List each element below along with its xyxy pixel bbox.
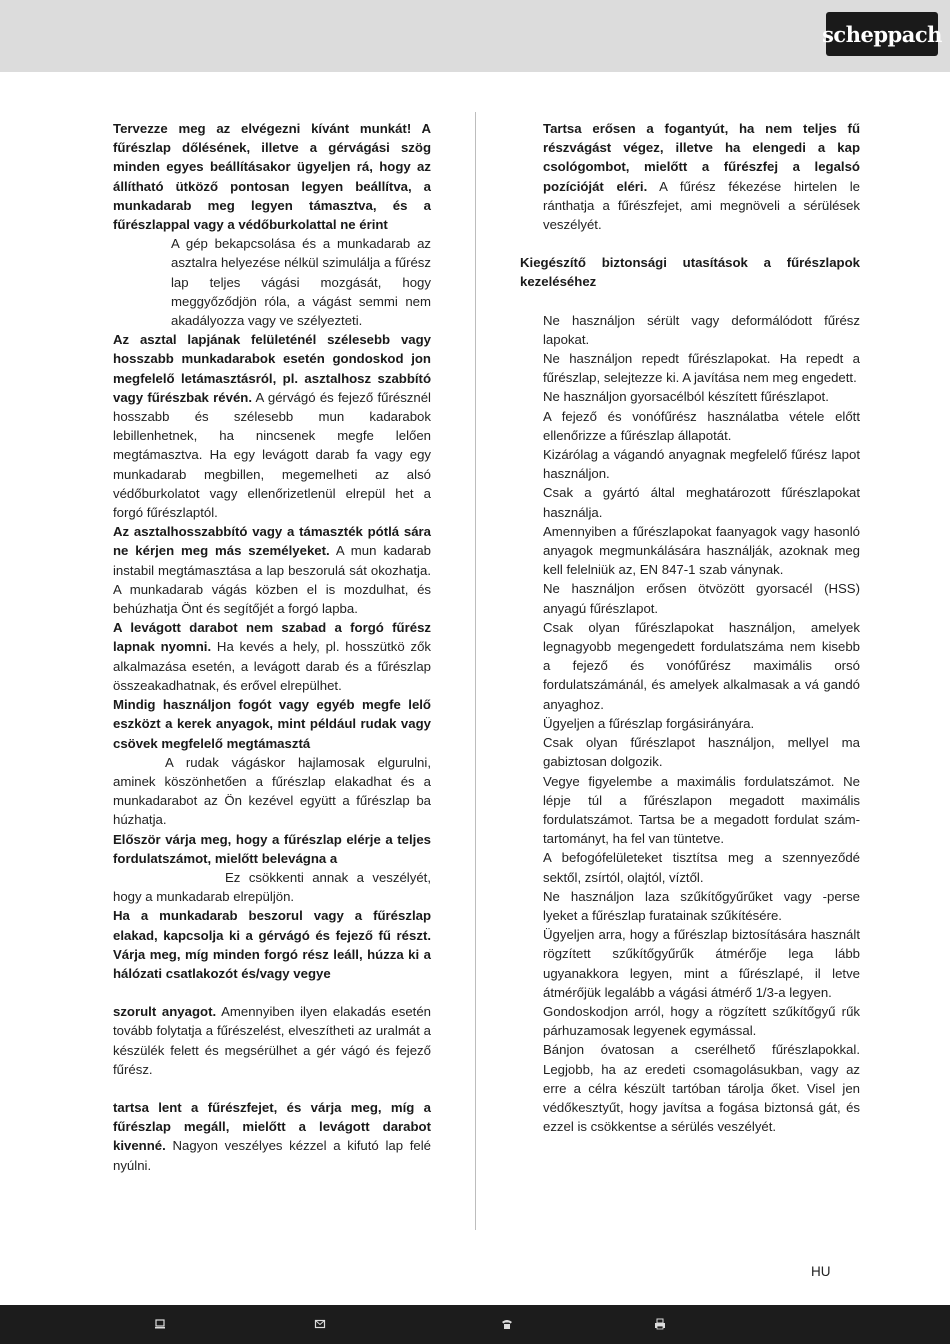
paragraph: A gép bekapcsolása és a munkadarab az asztalra helyezése nélkül szimulálja a fűrész lap teljes vágási mozgását, hogy meggyőződjön róla, a vágást semmi nem akadályozza vagy ve szélyezteti. (171, 236, 431, 329)
paragraph: Tartsa erősen a fogantyút, ha nem teljes fű részvágást végez, illetve ha elengedi a kap csológombot, mielőtt a fűrészfej a legalsó pozícióját eléri. A fűrész fékezése hirtelen le ránthatja a fűrészfejet, ami megnöveli a sérülések veszélyét. (543, 121, 860, 233)
list-item: Vegye figyelembe a maximális fordulatszámot. Ne lépje túl a fűrészlapon megadott maximális fordulatszámot. Tartsa be a megadott fordulat szám-tartományt, ha fel van tüntetve. (543, 773, 860, 847)
fax-icon (654, 1318, 666, 1330)
paragraph: Az asztalhosszabbító vagy a támaszték pótlá sára ne kérjen meg más személyeket. A mun kadarab instabil megtámasztása a lap beszorulá sát okozhatja. A munkadarab vágás közben el is mozdulhat, és behúzhatja Önt és segítőjét a forgó lapba. (113, 524, 431, 617)
right-column (520, 119, 860, 1136)
list-item: Csak olyan fűrészlapot használjon, mellyel ma gabiztosan dolgozik. (543, 735, 860, 770)
instruction-list (520, 311, 860, 1137)
paragraph: Ha a munkadarab beszorul vagy a fűrészlap elakad, kapcsolja ki a gérvágó és fejező fű részt. Várja meg, míg minden forgó rész leáll, húzza ki a hálózati csatlakozót és/vagy vegye (113, 908, 431, 981)
list-item: Ügyeljen a fűrészlap forgásirányára. (543, 715, 755, 731)
section-heading: Kiegészítő biztonsági utasítások a fűrészlapok kezeléséhez (520, 255, 860, 290)
list-item: Csak a gyártó által meghatározott fűrészlapokat használja. (543, 485, 860, 520)
paragraph: Először várja meg, hogy a fűrészlap elérje a teljes fordulatszámot, mielőtt belevágna a (113, 831, 431, 866)
list-item: Csak olyan fűrészlapokat használjon, amelyek legnagyobb megengedett fordulatszáma nem kisebb a fejező és vonófűrész maximális orsó fordulatszámánál, és amelyek alkalmasak a vá gandó anyaghoz. (543, 619, 860, 712)
paragraph: Az asztal lapjának felületénél szélesebb vagy hosszabb munkadarabok esetén gondoskod jon megfelelő letámasztásról, pl. asztalhosz szabbító vagy fűrészbak révén. A gérvágó és fejező fűrésznél hosszabb és szélesebb mun kadarabok lebillenhetnek, ha nincsenek megfe lelően megtámasztva. Ha egy levágott darab fa vagy egy munkadarab megbillen, megemelheti az alsó védőburkolatot vagy ellenőrizetlenül elrepül het a forgó fűrészlaptól. (113, 332, 431, 521)
paragraph: A rudak vágáskor hajlamosak elgurulni, aminek köszönhetően a fűrészlap elakadhat és a munkadarabot az Ön kezével együtt a fűrészlap ba húzhatja. (113, 754, 431, 828)
list-item: Ne használjon sérült vagy deformálódott fűrész lapokat. (543, 312, 860, 347)
paragraph: A levágott darabot nem szabad a forgó fűrész lapnak nyomni. Ha kevés a hely, pl. hosszütkö zők alkalmazása esetén, a levágott darab és a fűrészlap összeakadhatnak, és erővel elrepülhet. (113, 620, 431, 693)
list-item: Kizárólag a vágandó anyagnak megfelelő fűrész lapot használjon. (543, 447, 860, 482)
paragraph: tartsa lent a fűrészfejet, és várja meg, míg a fűrészlap megáll, mielőtt a levágott darabot kivenné. Nagyon veszélyes kézzel a kifutó lap felé nyúlni. (113, 1099, 431, 1173)
list-item: Ne használjon erősen ötvözött gyorsacél (HSS) anyagú fűrészlapot. (543, 581, 860, 616)
paragraph: Mindig használjon fogót vagy egyéb megfe lelő eszközt a kerek anyagok, mint például rudak vagy csövek megfelelő megtámasztá (113, 697, 431, 751)
left-column (113, 119, 431, 1175)
list-item: Ügyeljen arra, hogy a fűrészlap biztosítására használt rögzített szűkítőgyűrűk átmérője lega lább ugyanakkora legyen, mint a fűrészlapé, il letve átmérőjük legalább a vágási átmérő 1/3-a legyen. (543, 927, 860, 1000)
list-item: Ne használjon laza szűkítőgyűrűket vagy -perse lyeket a fűrészlap furatainak szűkítésére. (543, 888, 860, 923)
website-icon (154, 1318, 166, 1330)
list-item: Bánjon óvatosan a cserélhető fűrészlapokkal. Legjobb, ha az eredeti csomagolásukban, vagy az erre a célra készült tartóban tárolja őket. Visel jen védőkesztyűt, hogy javítsa a fogása biztonsá gát, és ezzel is csökkentse a sérülés veszélyét. (543, 1042, 860, 1135)
list-item: Ne használjon repedt fűrészlapokat. Ha repedt a fűrészlap, selejtezze ki. A javítása nem meg engedett. (543, 351, 860, 386)
footer-band (0, 1305, 950, 1344)
list-item: A fejező és vonófűrész használatba vétele előtt ellenőrizze a fűrészlap állapotát. (543, 408, 860, 443)
list-item: A befogófelületeket tisztítsa meg a szennyeződé sektől, zsírtól, olajtól, víztől. (543, 850, 860, 885)
email-icon (314, 1318, 326, 1330)
paragraph: Tervezze meg az elvégezni kívánt munkát! A fűrészlap dőlésének, illetve a gérvágási szög minden egyes beállításakor ügyeljen rá, hogy az állítható ütköző pontosan legyen beállítva, a munkadarab meg legyen támasztva, és a fűrészlappal vagy a védőburkolattal ne érint (113, 121, 431, 233)
phone-icon (501, 1318, 513, 1330)
header-band (0, 0, 950, 72)
list-item: Gondoskodjon arról, hogy a rögzített szűkítőgyű rűk párhuzamosak legyenek egymással. (543, 1003, 860, 1039)
language-code: HU (811, 1264, 831, 1279)
paragraph: szorult anyagot. Amennyiben ilyen elakadás esetén tovább folytatja a fűrészelést, elveszítheti az uralmát a készülék felett és megsérülhet a gér vágó és fejező fűrész. (113, 1004, 431, 1077)
scheppach-logo: scheppach (826, 12, 938, 56)
paragraph: Ez csökkenti annak a veszélyét, hogy a munkadarab elrepüljön. (113, 869, 431, 905)
list-item: Amennyiben a fűrészlapokat faanyagok vagy hasonló anyagok megmunkálására használják, azoknak meg kell felelniük az, EN 847-1 szab ványnak. (543, 523, 860, 578)
list-item: Ne használjon gyorsacélból készített fűrészlapot. (543, 389, 829, 405)
column-divider (475, 112, 476, 1230)
